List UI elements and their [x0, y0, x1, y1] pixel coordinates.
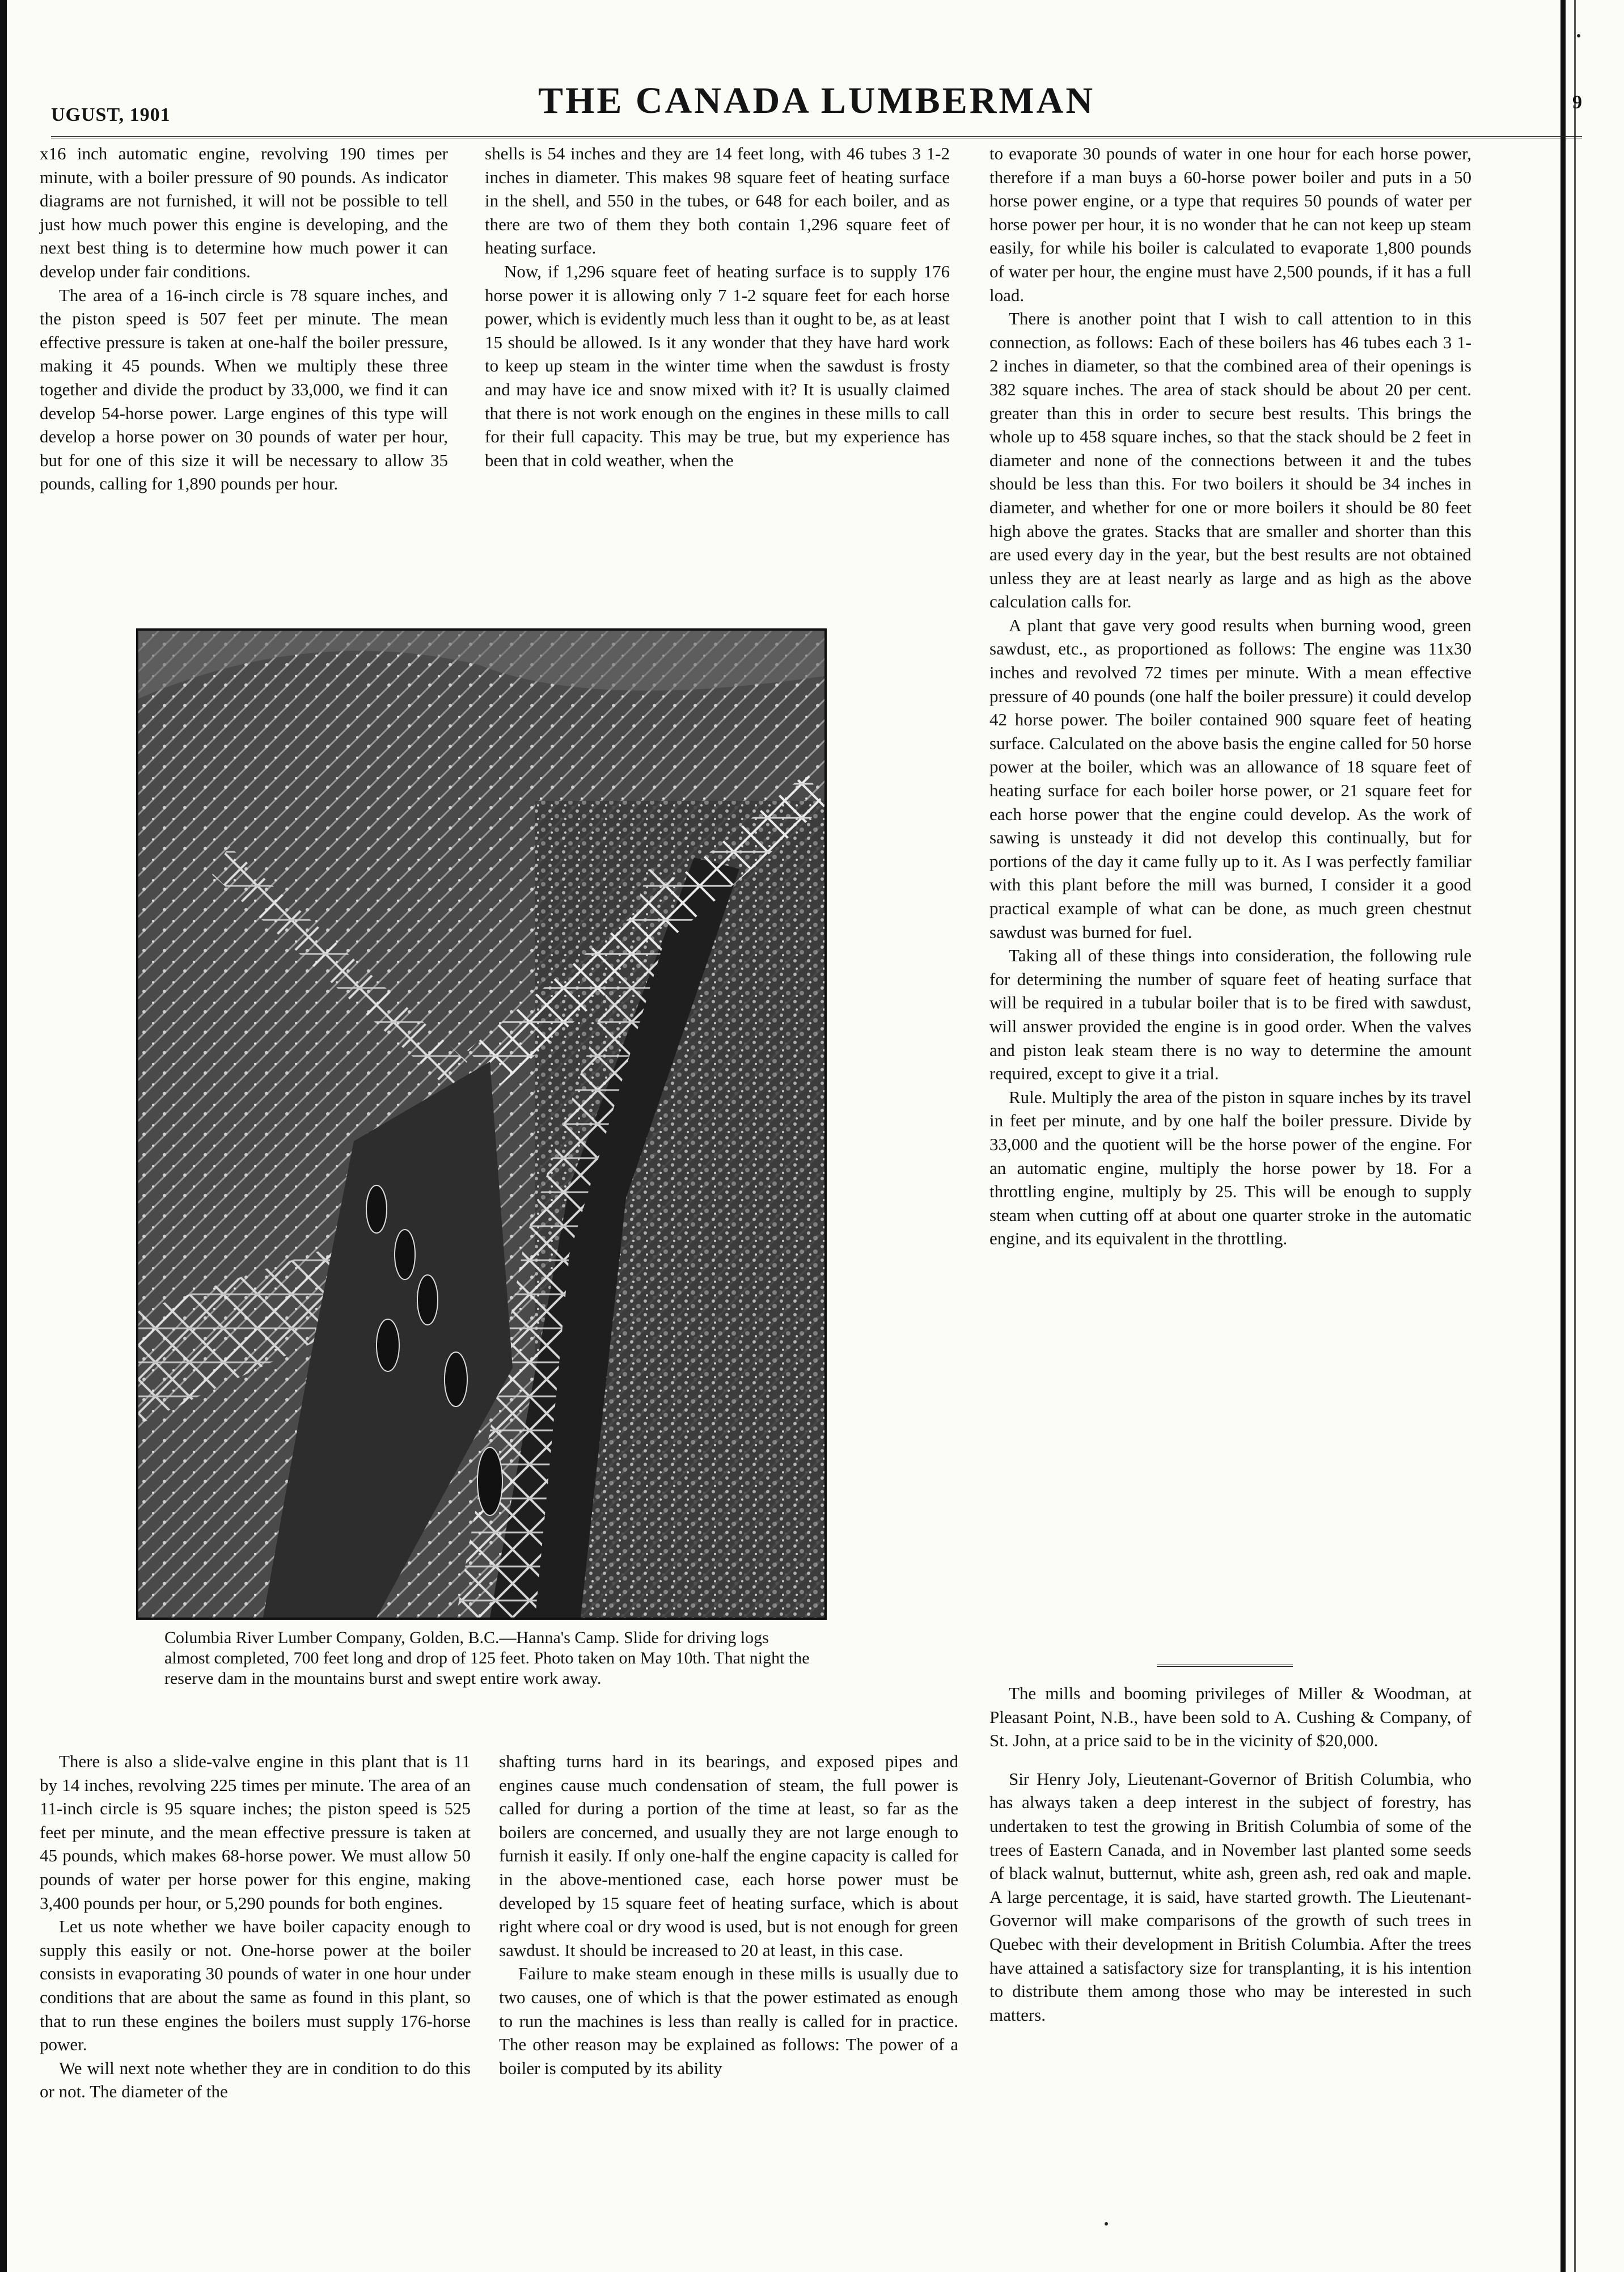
ink-speck [1577, 34, 1580, 37]
paragraph: to evaporate 30 pounds of water in one hour for each horse power, therefore if a man buys a 60-horse power boiler and puts in a 50 horse power engine, or a type that requires 50 pounds of water per horse power per hour, it is no wonder that he can not keep up steam easily, for while his boiler is calculated to evaporate 1,800 pounds of water per hour, the engine must have 2,500 pounds, if it has a full load. [989, 143, 1471, 305]
column-2-top [485, 142, 950, 472]
page-number: 9 [1572, 92, 1582, 113]
paragraph: Now, if 1,296 square feet of heating surface is to supply 176 horse power it is allowing only 7 1-2 square feet for each horse power, which is evidently much less than it ought to be, as at least 15 should be allowed. Is it any wonder that they have hard work to keep up steam in the winter time when the sawdust is frosty and may have ice and snow mixed with it? It is usually claimed that there is not work enough on the engines in these mills to call for their full capacity. This may be true, but my experience has been that in cold weather, when the [485, 261, 950, 470]
masthead-rule [51, 136, 1582, 138]
photograph-log-slide [136, 628, 827, 1620]
paragraph: Failure to make steam enough in these mills is usually due to two causes, one of which is that the power estimated as enough to run the machines is less than really is called for in practice. The other reason may be explained as follows: The power of a boiler is computed by its ability [499, 1963, 958, 2078]
paragraph: There is another point that I wish to call attention to in this connection, as follows: Each of these boilers has 46 tubes each 3 1-2 inches in diameter, so that the combined area of their openings is 382 square inches. The area of stack should be about 20 per cent. greater than this in order to secure best results. This brings the whole up to 458 square inches, so that the stack should be 2 feet in diameter and none of the connections between it and the tubes should be less than this. For two boilers it should be 34 inches in diameter, and whether for one or more boilers it should be 80 feet high above the grates. Stacks that are smaller and shorter than this are used every day in the year, but the best results are not obtained unless they are at least nearly as large and as high as the above calculation calls for. [989, 309, 1471, 612]
news-item: The mills and booming privileges of Miller & Woodman, at Pleasant Point, N.B., have been sold to A. Cushing & Company, of St. John, at a price said to be in the vicinity of $20,000. [989, 1683, 1471, 1751]
paragraph: x16 inch automatic engine, revolving 190 times per minute, with a boiler pressure of 90 pounds. As indicator diagrams are not furnished, it will not be possible to tell just how much power this engine is developing, and the next best thing is to determine how much power it can develop under fair conditions. [40, 143, 448, 281]
masthead [51, 64, 1582, 149]
news-column [989, 1682, 1471, 2026]
log-slide-image [138, 631, 824, 1618]
paragraph: The area of a 16-inch circle is 78 square inches, and the piston speed is 507 feet per minute. The mean effective pressure is taken at one-half the boiler pressure, making it 45 pounds. When we multiply these three together and divide the product by 33,000, we find it can develop 54-horse power. Large engines of this type will develop a horse power on 30 pounds of water per hour, but for one of this size it will be necessary to allow 35 pounds, calling for 1,890 pounds per hour. [40, 285, 448, 494]
column-3 [989, 142, 1471, 1251]
column-2-bottom [499, 1750, 958, 2080]
column-1-top [40, 142, 448, 496]
paragraph: shells is 54 inches and they are 14 feet long, with 46 tubes 3 1-2 inches in diameter. This makes 98 square feet of heating surface in the shell, and 550 in the tubes, or 648 for each boiler, and as there are two of them they both contain 1,296 square feet of heating surface. [485, 143, 950, 258]
column-1-bottom [40, 1750, 471, 2104]
ink-speck [1105, 2222, 1108, 2225]
page-edge-right [1560, 0, 1566, 2272]
news-item: Sir Henry Joly, Lieutenant-Governor of British Columbia, who has always taken a deep interest in the subject of forestry, has undertaken to test the growing in British Columbia of some of the trees of Eastern Canada, and in November last planted some seeds of black walnut, butternut, white ash, green ash, red oak and maple. A large percentage, it is said, have started growth. The Lieutenant-Governor will make comparisons of the growth of such trees in Quebec with their development in British Columbia. After the trees have attained a satisfactory size for transplanting, it is his intention to distribute them among those who may be interested in such matters. [989, 1768, 1471, 2025]
page-edge-right-thin [1574, 0, 1576, 2272]
paragraph: A plant that gave very good results when burning wood, green sawdust, etc., as proportioned as follows: The engine was 11x30 inches and revolved 72 times per minute. With a mean effective pressure of 40 pounds (one half the boiler pressure) it could develop 42 horse power. The boiler contained 900 square feet of heating surface. Calculated on the above basis the engine called for 50 horse power at the boiler, which was an allowance of 18 square feet of heating surface for each boiler horse power, or 21 square feet for each horse power that the engine could develop. As the work of sawing is unsteady it did not develop this continually, but for portions of the day it came fully up to it. As I was perfectly familiar with this plant before the mill was burned, I consider it a good practical example of what can be done, as much green chestnut sawdust was burned for fuel. [989, 615, 1471, 942]
photo-caption: Columbia River Lumber Company, Golden, B.C.—Hanna's Camp. Slide for driving logs almost completed, 700 feet long and drop of 125 feet. Photo taken on May 10th. That night the reserve dam in the mountains burst and swept entire work away. [164, 1628, 810, 1688]
paragraph: Let us note whether we have boiler capacity enough to supply this easily or not. One-horse power at the boiler consists in evaporating 30 pounds of water in one hour under conditions that are about the same as found in this plant, so that to run these engines the boilers must supply 176-horse power. [40, 1916, 471, 2055]
paragraph: shafting turns hard in its bearings, and exposed pipes and engines cause much condensation of steam, the full power is called for during a portion of the time at least, so far as the boilers are concerned, and usually they are not large enough to furnish it easily. If only one-half the engine capacity is called for in the above-mentioned case, each horse power must be developed by 15 square feet of heating surface, which is about right where coal or dry wood is used, but is not enough for green sawdust. It should be increased to 20 at least, in this case. [499, 1751, 958, 1960]
section-divider [1157, 1665, 1293, 1667]
paragraph: We will next note whether they are in condition to do this or not. The diameter of the [40, 2058, 471, 2102]
paragraph: Taking all of these things into consideration, the following rule for determining the number of square feet of heating surface that will be required in a tubular boiler that is to be fired with sawdust, will answer provided the engine is in good order. When the valves and piston leak steam there is no way to determine the amount required, except to give it a trial. [989, 945, 1471, 1084]
paragraph: There is also a slide-valve engine in this plant that is 11 by 14 inches, revolving 225 times per minute. The area of an 11-inch circle is 95 square inches; the piston speed is 525 feet per minute, and the mean effective pressure is taken at 45 pounds, which makes 68-horse power. We must allow 50 pounds of water per horse power for this engine, making 3,400 pounds per hour, or 5,290 pounds for both engines. [40, 1751, 471, 1913]
newspaper-title: THE CANADA LUMBERMAN [538, 80, 1096, 121]
paragraph: Rule. Multiply the area of the piston in square inches by its travel in feet per minute, and by one half the boiler pressure. Divide by 33,000 and the quotient will be the horse power of the engine. For an automatic engine, multiply the horse power by 18. For a throttling engine, multiply by 25. This will be enough to supply steam when cutting off at about one quarter stroke in the automatic engine, and its equivalent in the throttling. [989, 1087, 1471, 1249]
issue-date: UGUST, 1901 [51, 104, 171, 125]
page-edge-left [0, 0, 7, 2272]
